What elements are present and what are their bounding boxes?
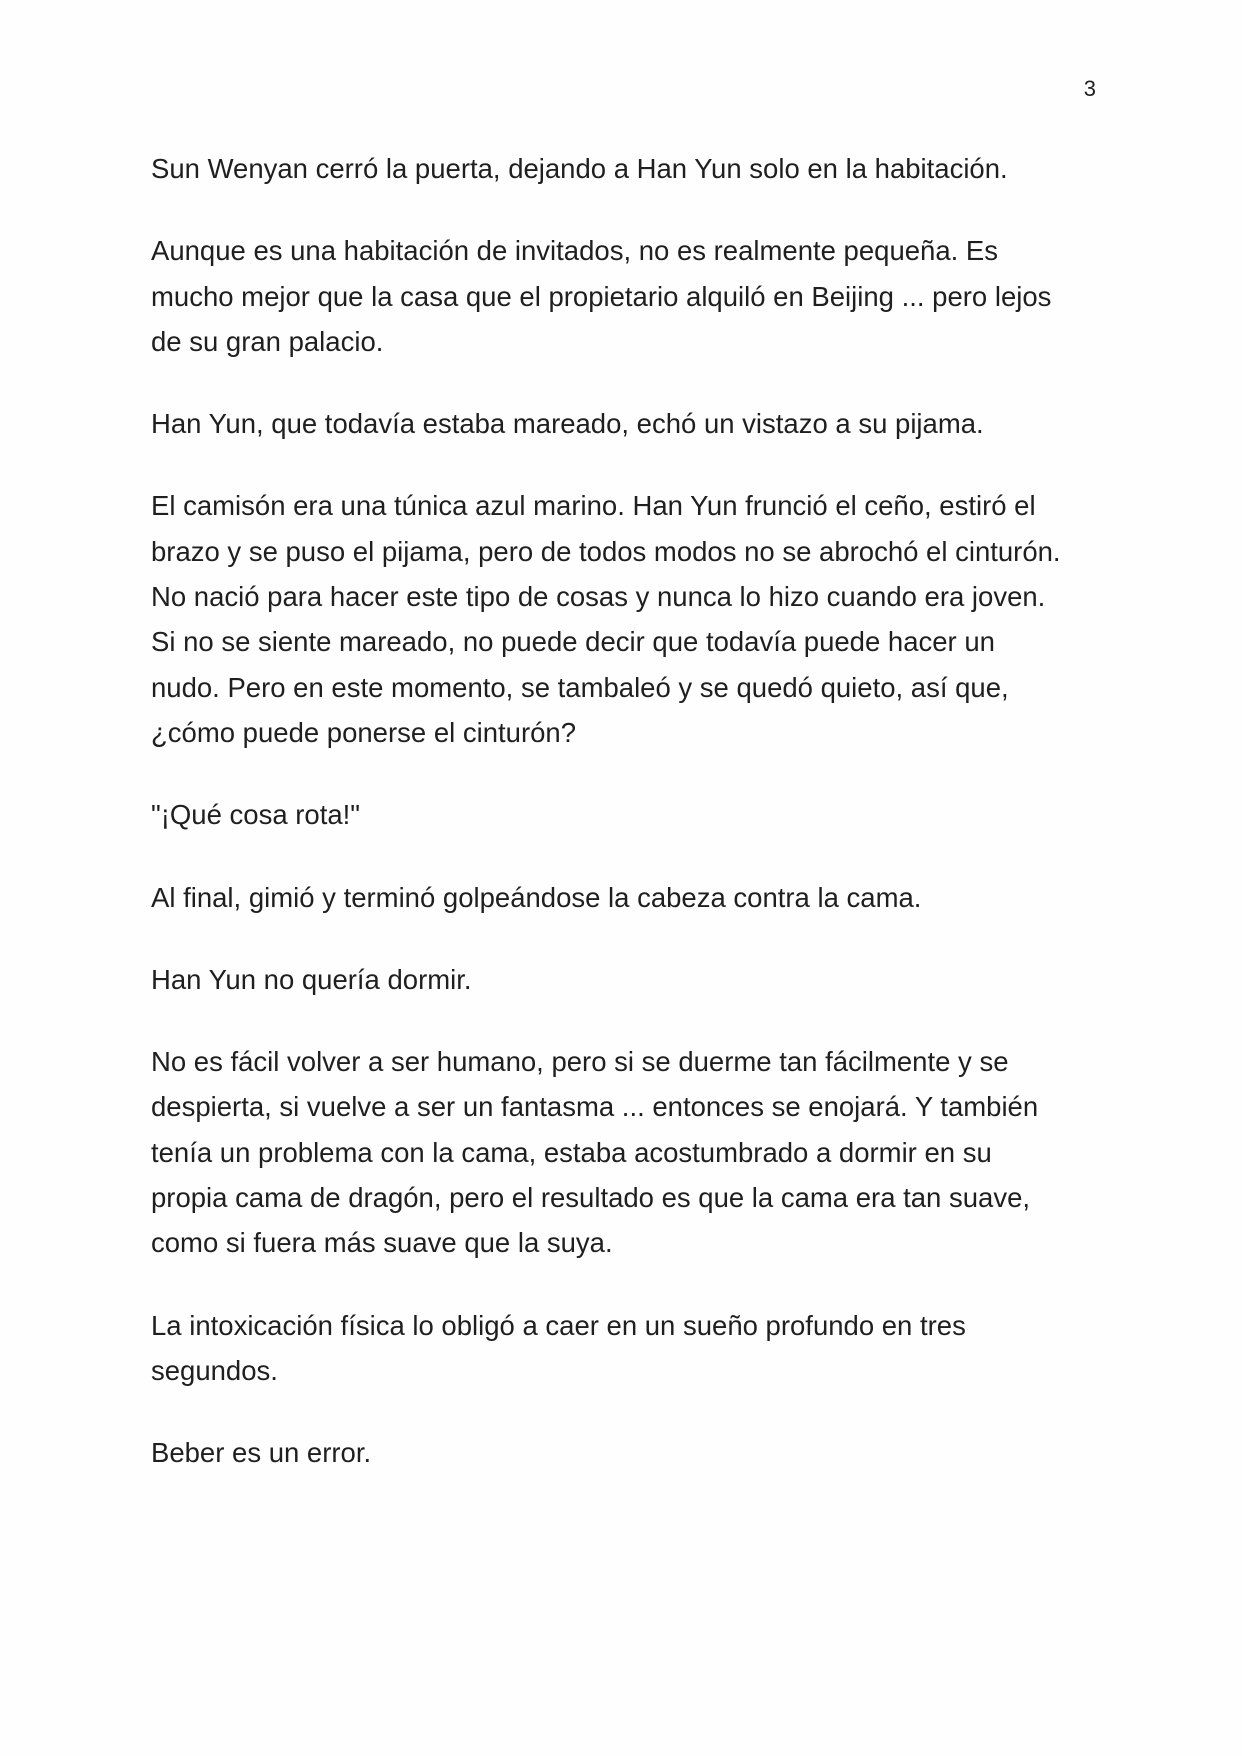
paragraph xyxy=(151,483,1101,755)
text-line: Han Yun no quería dormir. xyxy=(151,963,472,995)
page-number: 3 xyxy=(1083,76,1096,101)
text-line: No nació para hacer este tipo de cosas y nunca lo hizo cuando era joven. xyxy=(151,581,1046,613)
text-line: nudo. Pero en este momento, se tambaleó y se quedó quieto, así que, xyxy=(151,671,1009,703)
paragraph xyxy=(151,875,1101,920)
paragraph xyxy=(151,957,1101,1002)
text-line: Aunque es una habitación de invitados, no es realmente pequeña. Es xyxy=(151,235,998,267)
text-line: despierta, si vuelve a ser un fantasma ... entonces se enojará. Y también xyxy=(151,1091,1039,1123)
paragraph xyxy=(151,1430,1101,1475)
paragraph xyxy=(151,792,1101,837)
text-line: Han Yun, que todavía estaba mareado, echó un vistazo a su pijama. xyxy=(151,408,984,440)
text-line: Si no se siente mareado, no puede decir que todavía puede hacer un xyxy=(151,626,995,658)
text-line: brazo y se puso el pijama, pero de todos modos no se abrochó el cinturón. xyxy=(151,535,1061,567)
text-line: propia cama de dragón, pero el resultado es que la cama era tan suave, xyxy=(151,1182,1031,1214)
text-line: como si fuera más suave que la suya. xyxy=(151,1227,613,1259)
text-line: La intoxicación física lo obligó a caer en un sueño profundo en tres xyxy=(151,1309,966,1341)
text-line: Al final, gimió y terminó golpeándose la cabeza contra la cama. xyxy=(151,881,922,913)
text-line: ¿cómo puede ponerse el cinturón? xyxy=(151,716,576,748)
text-line: tenía un problema con la cama, estaba acostumbrado a dormir en su xyxy=(151,1136,992,1168)
paragraph xyxy=(151,146,1101,191)
text-line: "¡Qué cosa rota!" xyxy=(151,799,361,831)
text-line: mucho mejor que la casa que el propietario alquiló en Beijing ... pero lejos xyxy=(151,280,1052,312)
text-line: El camisón era una túnica azul marino. Han Yun frunció el ceño, estiró el xyxy=(151,490,1036,522)
text-line: Beber es un error. xyxy=(151,1437,372,1469)
text-line: de su gran palacio. xyxy=(151,325,384,357)
text-line: No es fácil volver a ser humano, pero si se duerme tan fácilmente y se xyxy=(151,1046,1009,1078)
paragraph xyxy=(151,1303,1101,1394)
text-line: segundos. xyxy=(151,1354,278,1386)
document-body xyxy=(151,146,1101,1513)
paragraph xyxy=(151,1039,1101,1265)
text-line: Sun Wenyan cerró la puerta, dejando a Han Yun solo en la habitación. xyxy=(151,153,1008,184)
paragraph xyxy=(151,228,1101,364)
paragraph xyxy=(151,401,1101,446)
